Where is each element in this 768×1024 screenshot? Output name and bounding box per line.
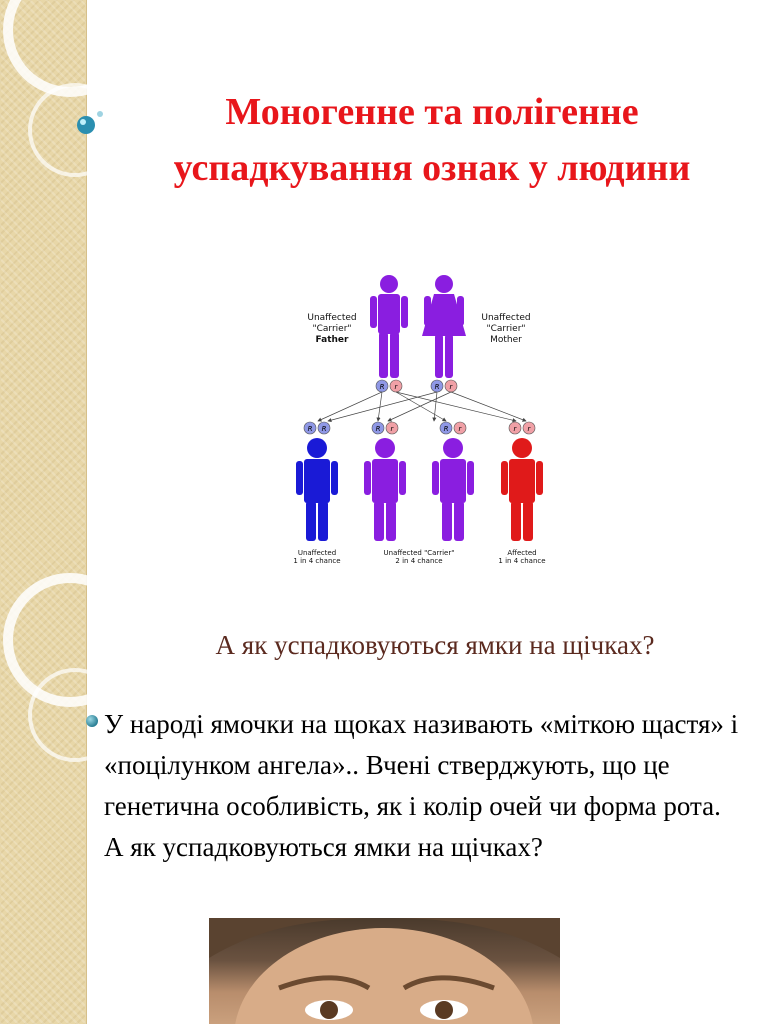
slide-subtitle: А як успадковуються ямки на щічках?: [215, 630, 655, 660]
decorative-circles: [0, 0, 140, 1024]
outcome-chance-3: 1 in 4 chance: [498, 557, 546, 565]
father-figure: [370, 275, 408, 378]
bullet-icon: [86, 715, 98, 727]
mother-label-line3: Mother: [490, 335, 522, 345]
outcome-label-1: Unaffected: [297, 549, 337, 557]
child4-allele-2: r: [527, 425, 531, 433]
slide-body-text: У народі ямочки на щоках називають «міткою щастя» і «поцілунком ангела».. Вчені стверджують, що це генетична особливість, як і колір очей чи форма рота. А як успадковуються ямки на щічках?: [104, 709, 739, 862]
father-allele-2: r: [394, 383, 398, 391]
father-allele-1: R: [379, 383, 385, 391]
child4-allele-1: r: [513, 425, 517, 433]
slide-title: Моногенне та полігенне успадкування ознак у людини: [173, 91, 691, 189]
child2-allele-1: R: [375, 425, 381, 433]
child2-allele-2: r: [390, 425, 394, 433]
child-carrier-figure-2: [432, 438, 474, 541]
outcome-chance-2: 2 in 4 chance: [395, 557, 443, 565]
mother-label-line2: "Carrier": [486, 324, 526, 334]
mother-figure: [422, 275, 466, 378]
father-label-line3: Father: [315, 335, 349, 345]
father-label-line2: "Carrier": [312, 324, 352, 334]
outcome-chance-1: 1 in 4 chance: [293, 557, 341, 565]
child1-allele-2: R: [321, 425, 327, 433]
child3-allele-1: R: [443, 425, 449, 433]
child3-allele-2: r: [458, 425, 462, 433]
outcome-label-2: Unaffected "Carrier": [383, 549, 455, 557]
girl-photo: [209, 918, 560, 1024]
child1-allele-1: R: [307, 425, 313, 433]
outcome-label-3: Affected: [507, 549, 537, 557]
child-unaffected-figure: [296, 438, 338, 541]
mother-allele-1: R: [434, 383, 440, 391]
inheritance-diagram: [284, 270, 554, 570]
mother-allele-2: r: [449, 383, 453, 391]
mother-label-line1: Unaffected: [481, 313, 531, 323]
child-affected-figure: [501, 438, 543, 541]
father-label-line1: Unaffected: [307, 313, 357, 323]
child-carrier-figure-1: [364, 438, 406, 541]
